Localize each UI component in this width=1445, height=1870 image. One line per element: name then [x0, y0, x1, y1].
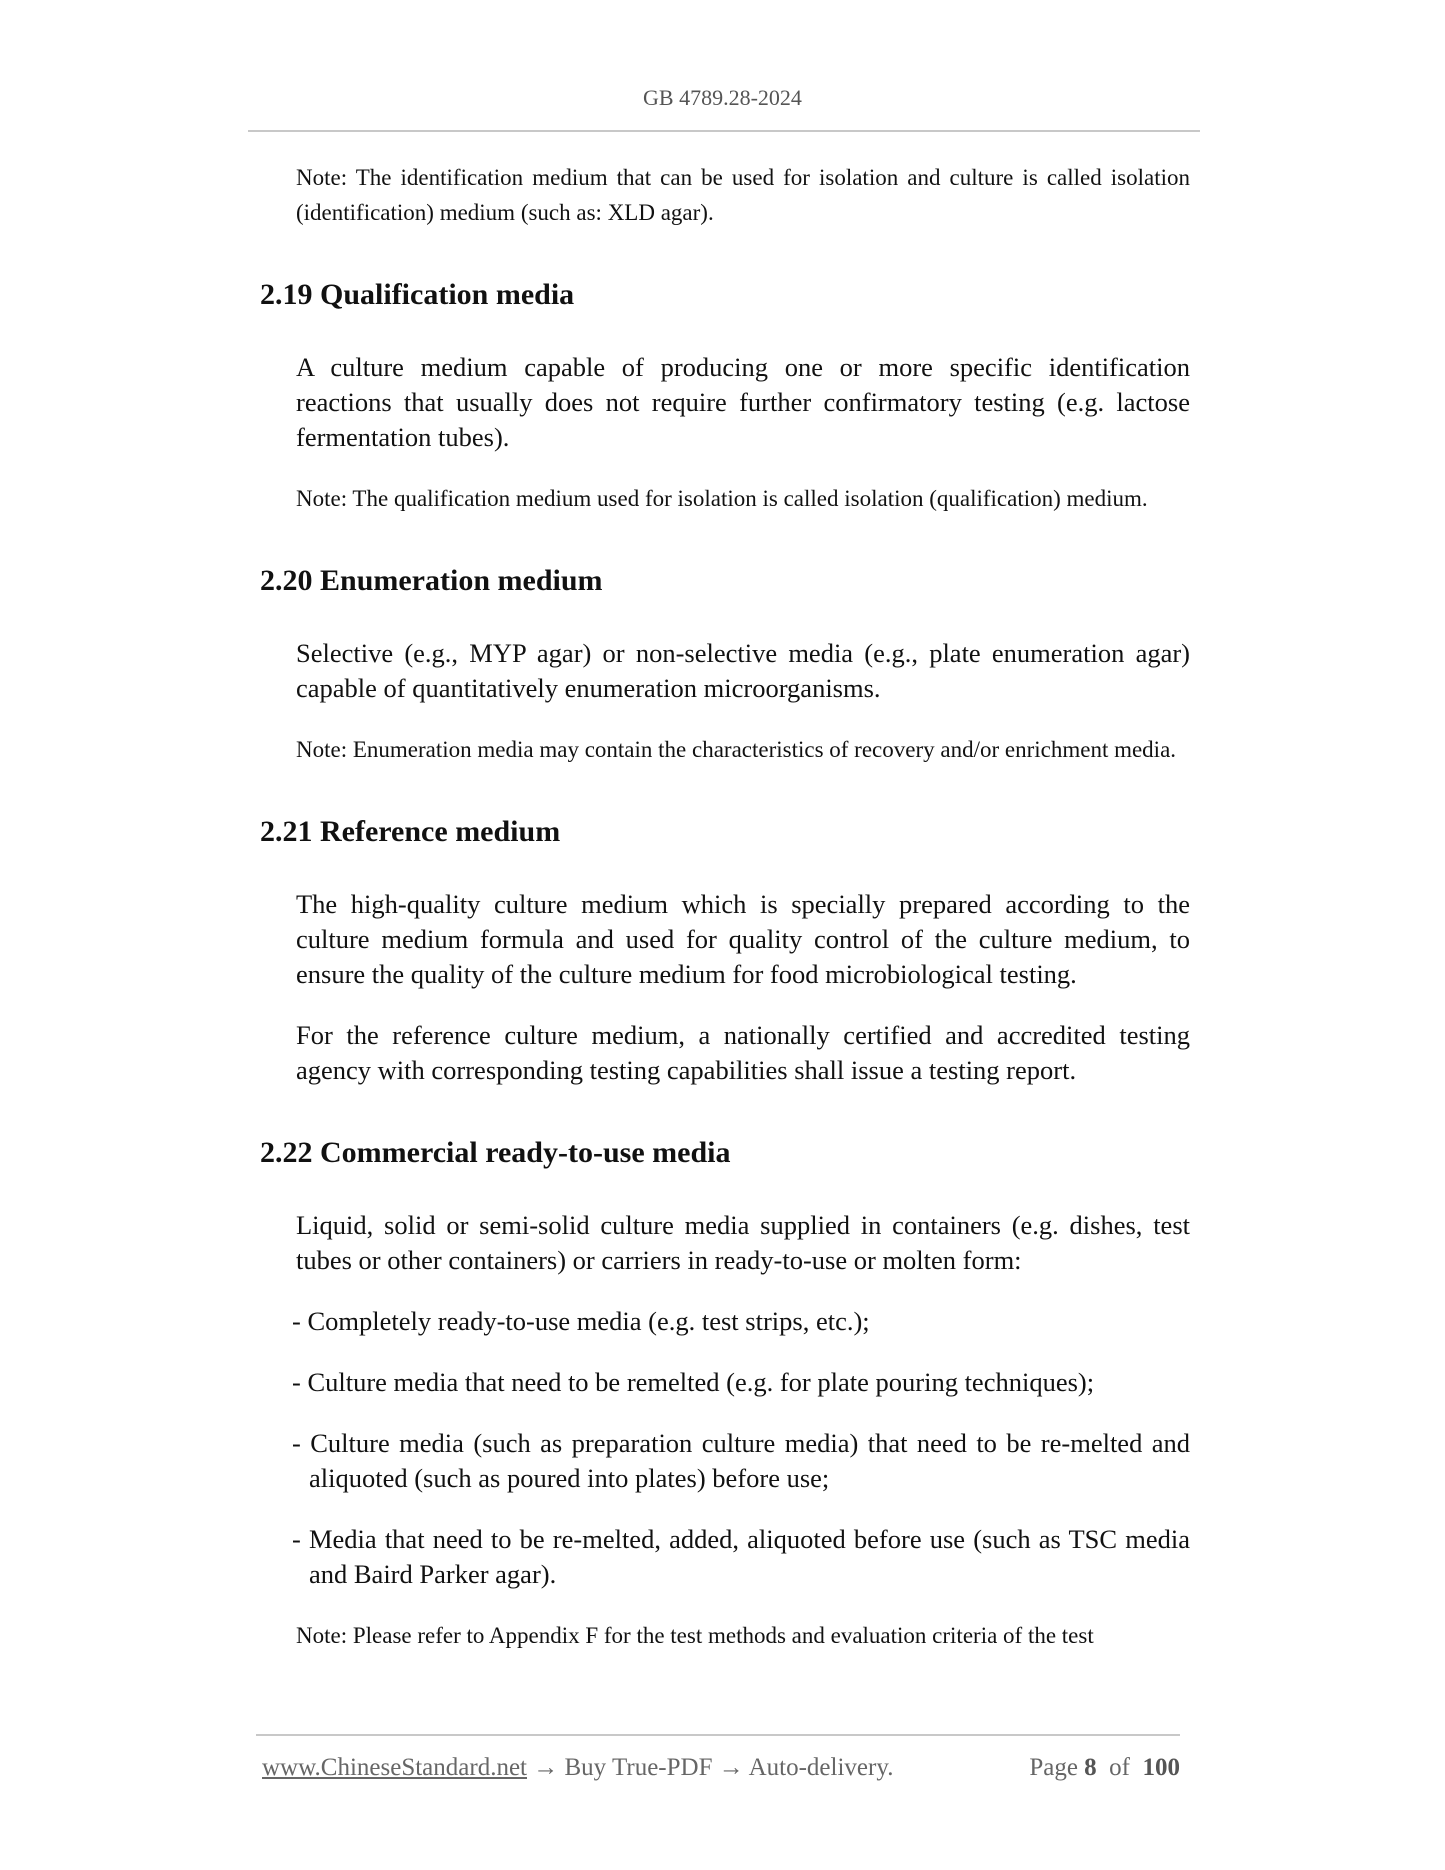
- list-item: - Completely ready-to-use media (e.g. test strips, etc.);: [292, 1306, 870, 1336]
- list-item: - Culture media (such as preparation culture media) that need to be re-melted and aliquoted (such as poured into plates) before use;: [292, 1428, 1190, 1493]
- header-divider: [248, 130, 1200, 132]
- footer-promo: [262, 1752, 893, 1784]
- para-2-20: Selective (e.g., MYP agar) or non-selective media (e.g., plate enumeration agar) capable of quantitatively enumeration microorganisms.: [296, 638, 1190, 703]
- heading-2-19: 2.19 Qualification media: [260, 278, 575, 311]
- page-footer: [262, 1752, 1180, 1784]
- of-label: of: [1109, 1754, 1130, 1781]
- list-item: - Media that need to be re-melted, added, aliquoted before use (such as TSC media and Baird Parker agar).: [292, 1524, 1190, 1589]
- note-2-22: Note: Please refer to Appendix F for the test methods and evaluation criteria of the test: [296, 1623, 1094, 1648]
- footer-delivery-text: → Auto-delivery.: [718, 1754, 894, 1781]
- page-total: 100: [1142, 1754, 1180, 1781]
- page-content: [260, 160, 1190, 1653]
- para-2-22: Liquid, solid or semi-solid culture media supplied in containers (e.g. dishes, test tubes or other containers) or carriers in ready-to-use or molten form:: [296, 1210, 1190, 1275]
- heading-2-22: 2.22 Commercial ready-to-use media: [260, 1136, 731, 1169]
- note-2-19: Note: The qualification medium used for isolation is called isolation (qualification) medium.: [296, 486, 1148, 511]
- page-label: Page: [1029, 1754, 1078, 1781]
- page-number: 8: [1084, 1754, 1097, 1781]
- document-header: GB 4789.28-2024: [643, 85, 802, 110]
- footer-buy-text: → Buy True-PDF: [527, 1754, 719, 1781]
- para-2-21-b: For the reference culture medium, a nationally certified and accredited testing agency with corresponding testing capabilities shall issue a testing report.: [296, 1020, 1190, 1085]
- page-indicator: [1029, 1752, 1180, 1784]
- heading-2-21: 2.21 Reference medium: [260, 815, 561, 848]
- footer-divider: [256, 1734, 1180, 1736]
- note-2-20: Note: Enumeration media may contain the characteristics of recovery and/or enrichment media.: [296, 737, 1177, 762]
- para-2-21-a: The high-quality culture medium which is specially prepared according to the culture medium formula and used for quality control of the culture medium, to ensure the quality of the culture medium for food microbiological testing.: [296, 889, 1190, 989]
- heading-2-20: 2.20 Enumeration medium: [260, 564, 603, 597]
- note-identification-medium: Note: The identification medium that can be used for isolation and culture is called isolation (identification) medium (such as: XLD agar).: [296, 165, 1190, 225]
- chinesestandard-link[interactable]: www.ChineseStandard.net: [262, 1754, 527, 1781]
- list-item: - Culture media that need to be remelted (e.g. for plate pouring techniques);: [292, 1367, 1095, 1397]
- para-2-19: A culture medium capable of producing one or more specific identification reactions that usually does not require further confirmatory testing (e.g. lactose fermentation tubes).: [296, 352, 1190, 452]
